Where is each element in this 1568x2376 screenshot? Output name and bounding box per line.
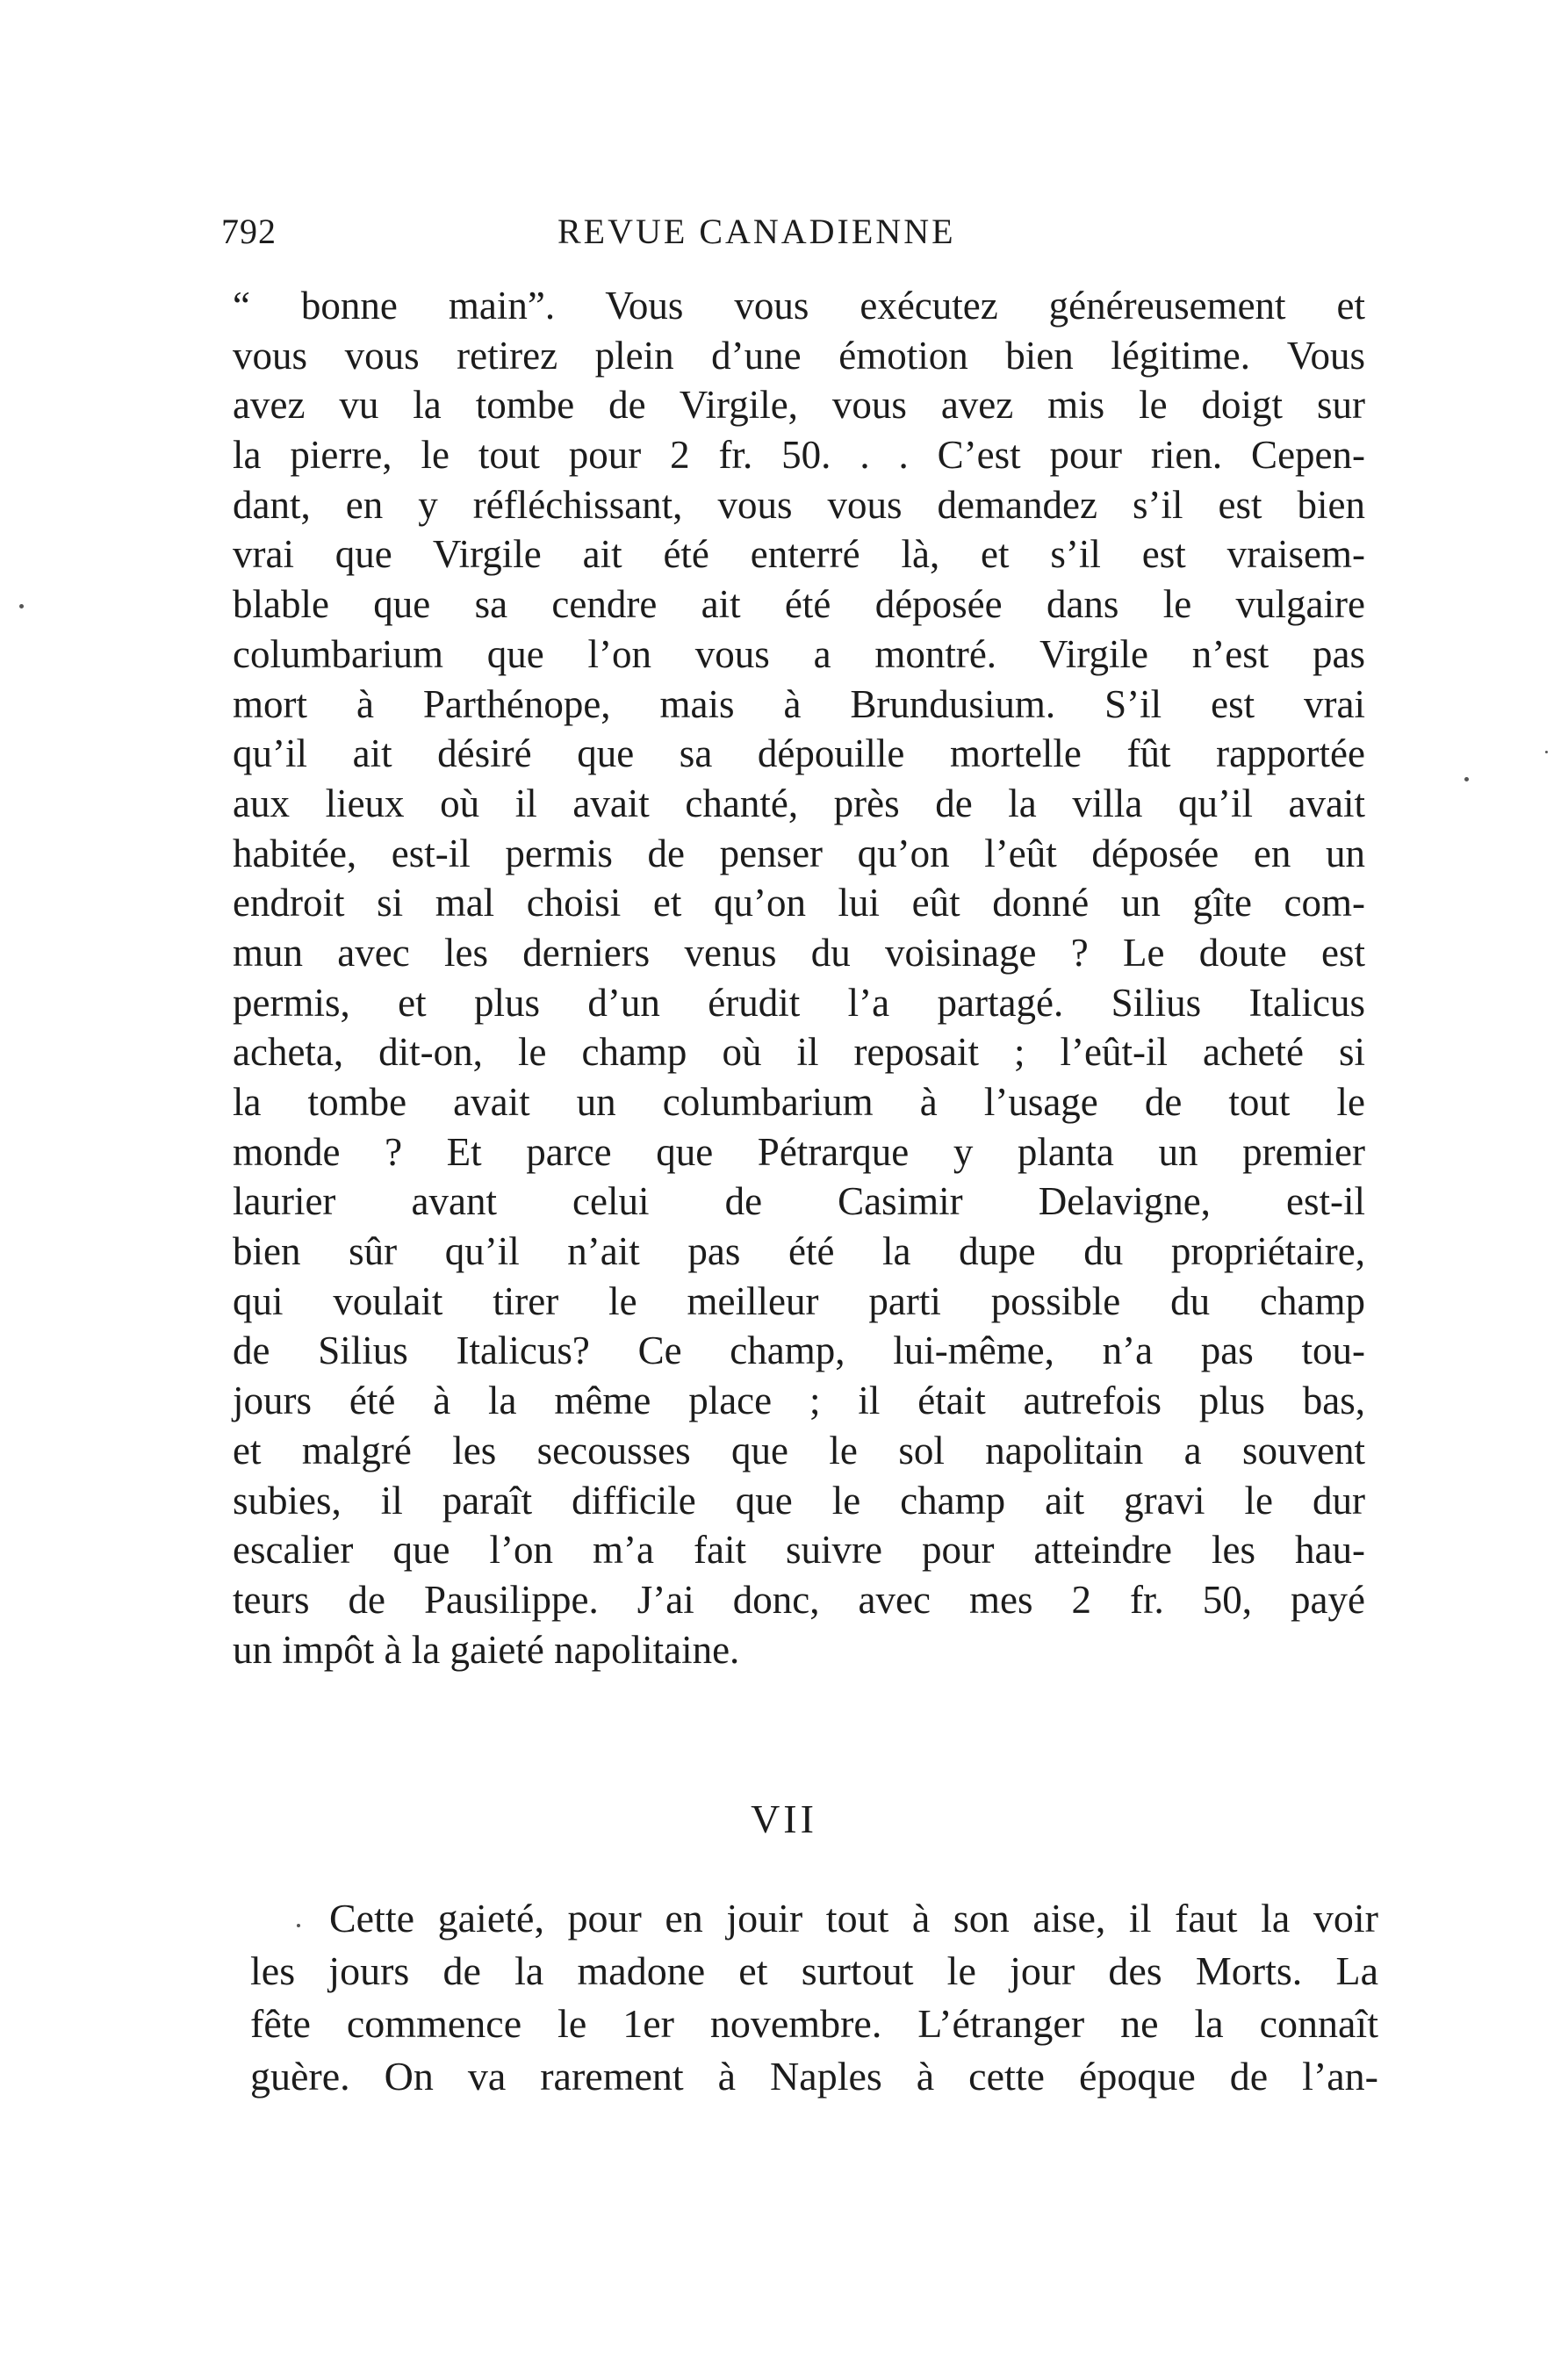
text-line: un impôt à la gaieté napolitaine. xyxy=(233,1627,740,1672)
text-line: vous vous retirez plein d’une émotion bien légitime. Vous xyxy=(233,333,1365,378)
scan-speck xyxy=(297,1924,300,1927)
text-line: teurs de Pausilippe. J’ai donc, avec mes 2 fr. 50, payé xyxy=(233,1577,1365,1622)
text-line: monde ? Et parce que Pétrarque y planta un premier xyxy=(233,1129,1365,1174)
text-line: Cette gaieté, pour en jouir tout à son aise, il faut la voir xyxy=(329,1896,1378,1940)
text-line: la pierre, le tout pour 2 fr. 50. . . C’est pour rien. Cepen- xyxy=(233,433,1365,478)
text-line: bien sûr qu’il n’ait pas été la dupe du propriétaire, xyxy=(233,1229,1365,1274)
running-title: REVUE CANADIENNE xyxy=(557,212,956,251)
text-line: avez vu la tombe de Virgile, vous avez mis le doigt sur xyxy=(233,383,1365,428)
text-line: endroit si mal choisi et qu’on lui eût donné un gîte com- xyxy=(233,881,1365,925)
text-line: de Silius Italicus? Ce champ, lui-même, n’a pas tou- xyxy=(233,1328,1365,1373)
scan-speck xyxy=(1464,777,1469,781)
text-line: jours été à la même place ; il était autrefois plus bas, xyxy=(233,1379,1365,1423)
text-line: les jours de la madone et surtout le jour des Morts. La xyxy=(250,1948,1378,1993)
text-line: qu’il ait désiré que sa dépouille mortelle fût rapportée xyxy=(233,731,1365,776)
section-heading: VII xyxy=(751,1796,817,1841)
text-line: escalier que l’on m’a fait suivre pour atteindre les hau- xyxy=(233,1528,1365,1573)
text-line: permis, et plus d’un érudit l’a partagé. Silius Italicus xyxy=(233,980,1365,1025)
text-line: guère. On va rarement à Naples à cette époque de l’an- xyxy=(250,2054,1378,2099)
text-line: la tombe avait un columbarium à l’usage de tout le xyxy=(233,1080,1365,1124)
paragraph-1 xyxy=(233,281,1365,1674)
text-line: subies, il paraît difficile que le champ ait gravi le dur xyxy=(233,1478,1365,1523)
text-line: fête commence le 1er novembre. L’étranger ne la connaît xyxy=(250,2001,1378,2046)
text-line: laurier avant celui de Casimir Delavigne, est-il xyxy=(233,1179,1365,1224)
text-line: aux lieux où il avait chanté, près de la villa qu’il avait xyxy=(233,781,1365,825)
text-line: columbarium que l’on vous a montré. Virgile n’est pas xyxy=(233,631,1365,676)
text-line: “ bonne main”. Vous vous exécutez généreusement et xyxy=(233,284,1365,328)
text-line: et malgré les secousses que le sol napolitain a souvent xyxy=(233,1428,1365,1472)
text-line: habitée, est-il permis de penser qu’on l’eût déposée en un xyxy=(233,831,1365,875)
scan-speck xyxy=(1545,751,1548,753)
page-number: 792 xyxy=(221,212,277,251)
text-line: mort à Parthénope, mais à Brundusium. S’il est vrai xyxy=(233,681,1365,726)
running-head xyxy=(221,211,1343,263)
text-line: dant, en y réfléchissant, vous vous demandez s’il est bien xyxy=(233,482,1365,527)
scan-speck xyxy=(19,604,24,608)
paragraph-2 xyxy=(250,1892,1378,2103)
text-line: mun avec les derniers venus du voisinage ? Le doute est xyxy=(233,930,1365,975)
text-line: acheta, dit-on, le champ où il reposait ; l’eût-il acheté si xyxy=(233,1030,1365,1075)
text-line: vrai que Virgile ait été enterré là, et s’il est vraisem- xyxy=(233,532,1365,577)
text-line: blable que sa cendre ait été déposée dans le vulgaire xyxy=(233,582,1365,627)
text-line: qui voulait tirer le meilleur parti possible du champ xyxy=(233,1278,1365,1323)
